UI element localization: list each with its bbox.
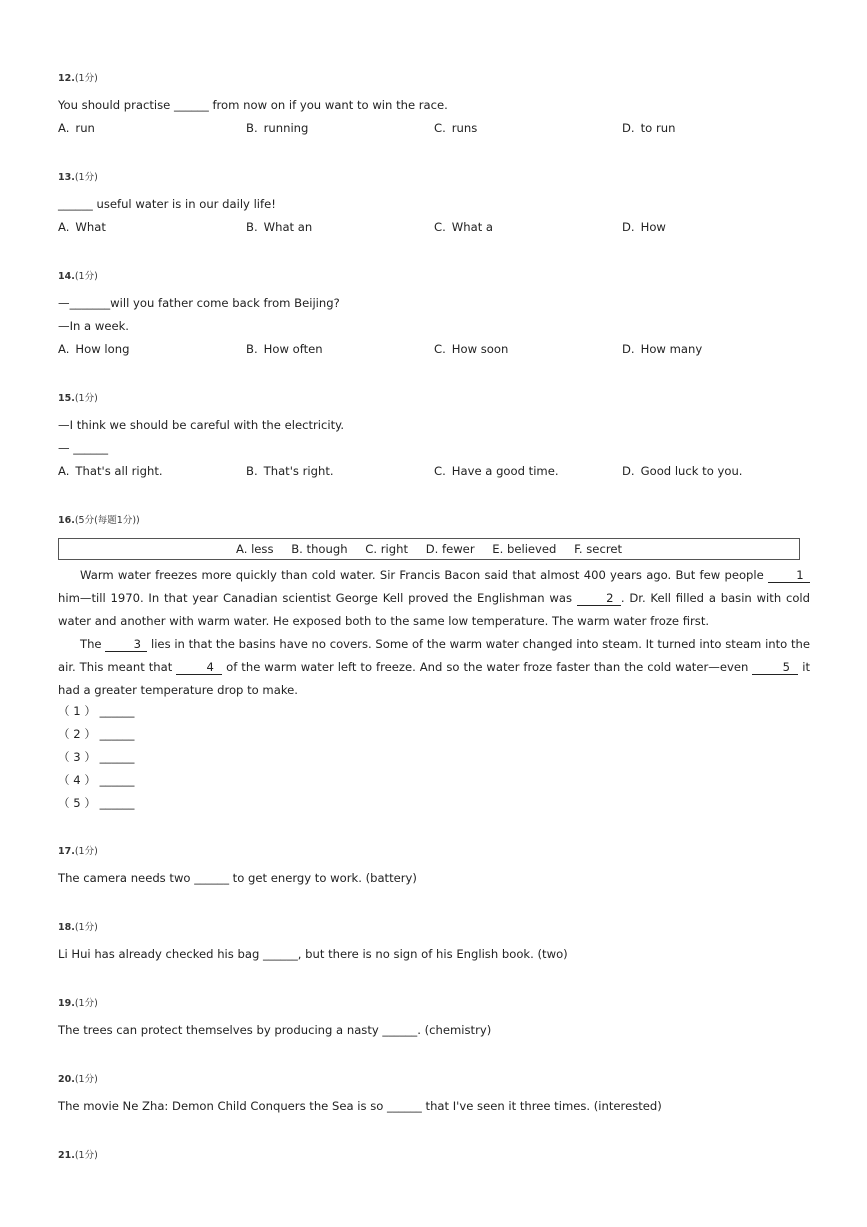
word-bank-item: C. right — [365, 542, 408, 556]
option-b[interactable]: B. How often — [246, 342, 323, 356]
passage-paragraph-1: Warm water freezes more quickly than cold water. Sir Francis Bacon said that almost 400 years ago. But few people 1 him—till 1970. In that year Canadian scientist George Kell proved the Englishman was 2 . Dr. Kell filled a basin with cold water and another with warm water. He exposed both to the same low temperature. The warm water froze first. — [58, 568, 810, 628]
question-17-stem: The camera needs two ______ to get energy to work. (battery) — [58, 871, 417, 885]
option-b[interactable]: B. That's right. — [246, 464, 334, 478]
option-c[interactable]: C. What a — [434, 220, 494, 234]
option-b[interactable]: B. What an — [246, 220, 313, 234]
answer-line-1[interactable]: （ 1 ） ______ — [58, 704, 135, 718]
answer-line-5[interactable]: （ 5 ） ______ — [58, 796, 135, 810]
question-20-stem: The movie Ne Zha: Demon Child Conquers the Sea is so ______ that I've seen it three times. (interested) — [58, 1099, 662, 1113]
question-19-number: 19.(1分) — [58, 998, 98, 1009]
blank-1[interactable]: 1 — [768, 569, 810, 583]
question-12-number: 12.(1分) — [58, 73, 98, 84]
question-20-number: 20.(1分) — [58, 1074, 98, 1085]
option-d[interactable]: D. How — [622, 220, 666, 234]
question-13-stem: ______ useful water is in our daily life! — [58, 197, 276, 211]
question-13-options — [58, 221, 818, 237]
question-14-number: 14.(1分) — [58, 271, 98, 282]
option-a[interactable]: A. That's all right. — [58, 464, 163, 478]
option-a[interactable]: A. run — [58, 121, 95, 135]
option-a[interactable]: A. What — [58, 220, 106, 234]
blank-5[interactable]: 5 — [752, 661, 798, 675]
question-15-line-1: —I think we should be careful with the electricity. — [58, 418, 345, 432]
question-12-stem: You should practise ______ from now on if you want to win the race. — [58, 98, 448, 112]
answer-line-4[interactable]: （ 4 ） ______ — [58, 773, 135, 787]
option-b[interactable]: B. running — [246, 121, 309, 135]
question-15-options — [58, 465, 818, 481]
cloze-passage — [58, 564, 810, 702]
blank-2[interactable]: 2 — [577, 592, 621, 606]
word-bank-item: E. believed — [492, 542, 557, 556]
question-15-number: 15.(1分) — [58, 393, 98, 404]
question-15-line-2: — ______ — [58, 441, 109, 455]
option-d[interactable]: D. to run — [622, 121, 676, 135]
question-16-number: 16.(5分(每题1分)) — [58, 515, 140, 526]
option-d[interactable]: D. Good luck to you. — [622, 464, 743, 478]
question-21-number: 21.(1分) — [58, 1150, 98, 1161]
option-d[interactable]: D. How many — [622, 342, 703, 356]
question-18-stem: Li Hui has already checked his bag ______, but there is no sign of his English book. (two) — [58, 947, 568, 961]
question-18-number: 18.(1分) — [58, 922, 98, 933]
blank-4[interactable]: 4 — [176, 661, 222, 675]
question-14-options — [58, 343, 818, 359]
option-a[interactable]: A. How long — [58, 342, 130, 356]
question-14-line-2: —In a week. — [58, 319, 129, 333]
answer-line-3[interactable]: （ 3 ） ______ — [58, 750, 135, 764]
word-bank-item: B. though — [291, 542, 348, 556]
question-14-line-1: —_______will you father come back from Beijing? — [58, 296, 340, 310]
word-bank-box — [58, 538, 800, 560]
word-bank-item: D. fewer — [425, 542, 475, 556]
answer-line-2[interactable]: （ 2 ） ______ — [58, 727, 135, 741]
question-12-options — [58, 122, 818, 138]
word-bank-item: F. secret — [574, 542, 623, 556]
question-17-number: 17.(1分) — [58, 846, 98, 857]
question-13-number: 13.(1分) — [58, 172, 98, 183]
word-bank-item: A. less — [235, 542, 274, 556]
option-c[interactable]: C. Have a good time. — [434, 464, 559, 478]
blank-3[interactable]: 3 — [105, 638, 147, 652]
question-19-stem: The trees can protect themselves by producing a nasty ______. (chemistry) — [58, 1023, 492, 1037]
passage-paragraph-2: The 3 lies in that the basins have no covers. Some of the warm water changed into steam. It turned into steam into the air. This meant that 4 of the warm water left to freeze. And so the water froze faster than the cold water—even 5 it had a greater temperature drop to make. — [58, 637, 811, 697]
option-c[interactable]: C. runs — [434, 121, 478, 135]
option-c[interactable]: C. How soon — [434, 342, 509, 356]
